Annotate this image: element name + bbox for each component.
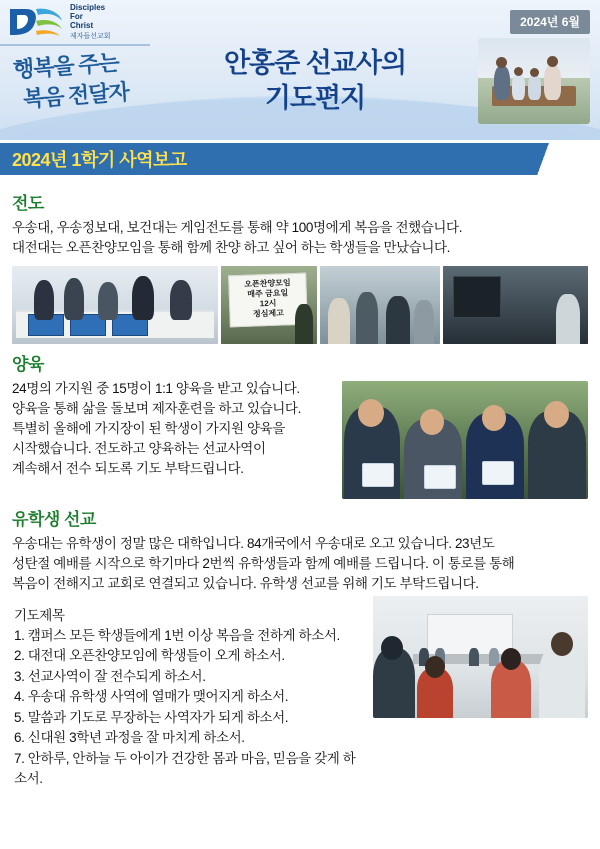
international-paragraph-3: 복음이 전해지고 교회로 연결되고 있습니다. 유학생 선교를 위해 기도 부탁드립니다. <box>12 575 479 591</box>
nurture-paragraph-3: 특별히 올해에 가지장이 된 학생이 가지원 양육을 <box>12 420 285 436</box>
photo-head <box>482 405 506 431</box>
photo-person <box>386 296 410 344</box>
photo-speaker <box>453 276 501 318</box>
section-heading-nurture: 양육 <box>12 354 44 374</box>
section-nurture <box>12 350 588 499</box>
section-heading-evangelism: 전도 <box>12 194 44 213</box>
logo-line-3: Christ <box>70 20 94 30</box>
page-title-line-2: 기도편지 <box>264 82 366 113</box>
family-photo-head <box>530 68 539 77</box>
evangelism-photo-3 <box>320 266 440 344</box>
prayer-list <box>12 626 365 790</box>
photo-person <box>414 300 434 344</box>
family-photo-person <box>528 75 541 100</box>
page-header <box>0 0 600 143</box>
evangelism-photo-strip <box>12 266 588 344</box>
nurture-paragraph-4: 시작했습니다. 전도하고 양육하는 선교사역이 <box>12 440 266 456</box>
prayer-title: 기도제목 <box>14 607 65 623</box>
family-photo <box>478 38 590 124</box>
dfc-logo <box>8 0 148 44</box>
photo-person <box>469 648 479 666</box>
section-bar-tail <box>546 143 600 175</box>
logo-line-2: For <box>70 11 83 21</box>
date-badge: 2024년 6월 <box>510 10 590 34</box>
banner-line-4: 정심제고 <box>252 308 285 319</box>
evangelism-photo-4 <box>443 266 588 344</box>
section-heading-international: 유학생 선교 <box>12 509 96 529</box>
dfc-logo-icon <box>8 5 64 39</box>
photo-person <box>34 280 54 320</box>
page-title <box>170 46 460 115</box>
brand-tagline <box>12 45 166 115</box>
photo-person <box>556 294 580 344</box>
prayer-item: 3. 선교사역이 잘 전수되게 하소서. <box>14 668 206 684</box>
prayer-item: 2. 대전대 오픈찬양모임에 학생들이 오게 하소서. <box>14 648 285 664</box>
family-photo-person <box>544 65 561 100</box>
prayer-text <box>12 594 365 790</box>
prayer-item: 7. 안하루, 안하늘 두 아이가 건강한 몸과 마음, 믿음을 갖게 하소서. <box>14 750 356 787</box>
prayer-item: 6. 신대원 3학년 과정을 잘 마치게 하소서. <box>14 730 245 746</box>
section-international-students <box>12 505 588 594</box>
banner-line-1: 오픈찬양모임 <box>244 278 291 289</box>
prayer-row <box>12 594 588 790</box>
international-paragraph-1: 우송대는 유학생이 정말 많은 대학입니다. 84개국에서 우송대로 오고 있습니다. 23년도 <box>12 535 495 551</box>
photo-head <box>551 632 573 656</box>
brand-tagline-line-1: 행복을 주는 <box>12 49 120 83</box>
nurture-paragraph-5: 계속해서 전수 되도록 기도 부탁드립니다. <box>12 460 244 476</box>
nurture-paragraph-1: 24명의 가지원 중 15명이 1:1 양육을 받고 있습니다. <box>12 380 300 396</box>
logo-divider <box>0 44 150 46</box>
photo-person <box>356 292 378 344</box>
photo-head <box>425 656 445 678</box>
international-paragraph-2: 성탄절 예배를 시작으로 학기마다 2번씩 유학생들과 함께 예배를 드립니다. 이 통로를 통해 <box>12 555 515 571</box>
photo-person <box>328 298 350 344</box>
evangelism-photo-1 <box>12 266 218 344</box>
logo-line-kr: 제자들선교회 <box>70 32 111 40</box>
report-content <box>0 175 600 790</box>
photo-person <box>64 278 84 320</box>
family-photo-head <box>547 56 558 67</box>
family-photo-person <box>512 74 525 100</box>
prayer-item: 5. 말씀과 기도로 무장하는 사역자가 되게 하소서. <box>14 709 289 725</box>
international-photo <box>373 596 588 718</box>
nurture-paragraph-2: 양육을 통해 삶을 돌보며 제자훈련을 하고 있습니다. <box>12 400 301 416</box>
brand-tagline-line-2: 복음 전달자 <box>22 78 130 112</box>
photo-card <box>424 465 456 489</box>
photo-head <box>544 401 569 428</box>
dfc-logo-text <box>70 4 111 41</box>
nurture-row <box>12 379 588 499</box>
photo-head <box>381 636 403 660</box>
nurture-text <box>12 379 334 479</box>
report-section-bar <box>0 143 600 175</box>
photo-head <box>420 409 444 435</box>
prayer-item: 1. 캠퍼스 모든 학생들에게 1번 이상 복음을 전하게 하소서. <box>14 627 340 643</box>
photo-card <box>362 463 394 487</box>
nurture-photo <box>342 381 588 499</box>
banner-line-2: 매주 금요일 <box>247 288 289 299</box>
photo-person <box>98 282 118 320</box>
logo-line-1: Disciples <box>70 2 106 12</box>
family-photo-head <box>496 57 507 68</box>
photo-person <box>170 280 192 320</box>
photo-card <box>482 461 514 485</box>
banner-line-3: 12시 <box>259 298 277 309</box>
report-section-label: 2024년 1학기 사역보고 <box>12 150 187 170</box>
photo-person <box>295 304 313 344</box>
evangelism-photo-2 <box>221 266 317 344</box>
family-photo-person <box>494 66 510 100</box>
photo-person <box>132 276 154 320</box>
section-evangelism <box>12 189 588 344</box>
prayer-item: 4. 우송대 유학생 사역에 열매가 맺어지게 하소서. <box>14 689 289 705</box>
photo-head <box>358 399 384 427</box>
evangelism-paragraph-2: 대전대는 오픈찬양모임을 통해 함께 찬양 하고 싶어 하는 학생들을 만났습니다. <box>12 239 451 255</box>
evangelism-paragraph-1: 우송대, 우송정보대, 보건대는 게임전도를 통해 약 100명에게 복음을 전했습니다. <box>12 220 463 235</box>
family-photo-head <box>514 67 523 76</box>
photo-head <box>501 648 521 670</box>
page-title-line-1: 안홍준 선교사의 <box>223 48 407 78</box>
